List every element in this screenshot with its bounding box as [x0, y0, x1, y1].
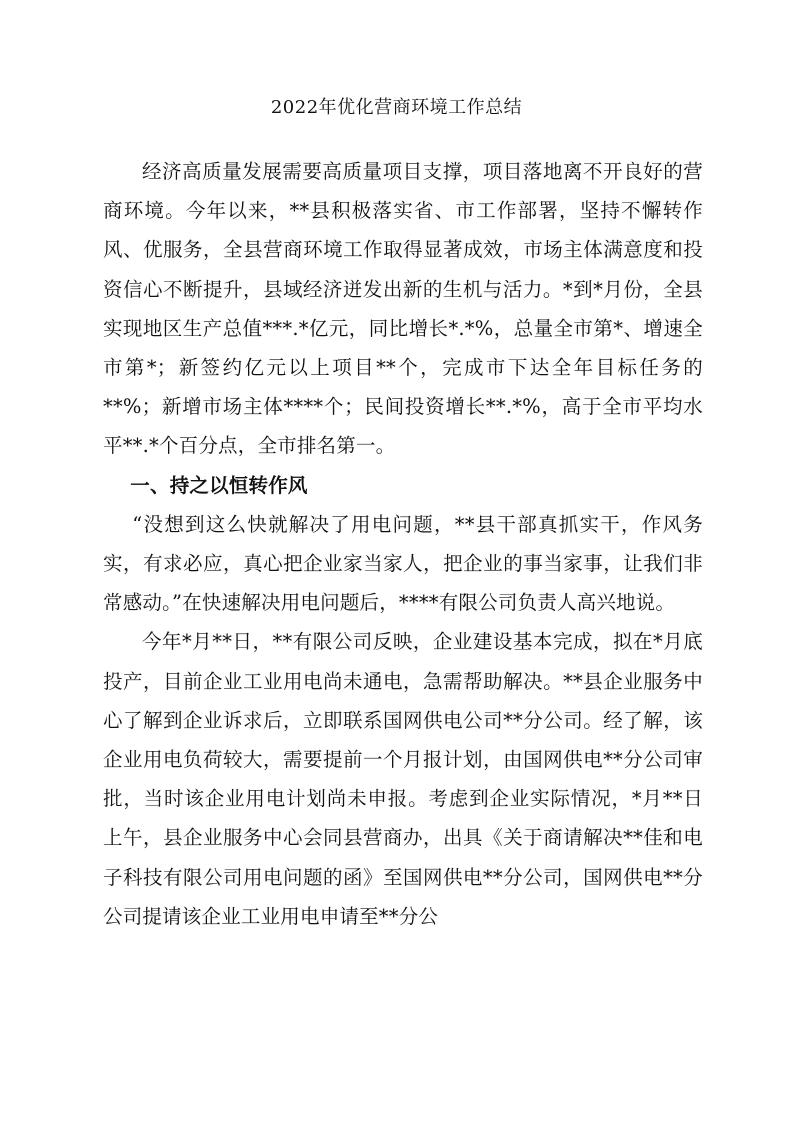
document-title: 2022年优化营商环境工作总结: [270, 97, 523, 118]
quote-paragraph: “没想到这么快就解决了用电问题，**县干部真抓实干，作风务实，有求必应，真心把企业家当家人，把企业的事当家事，让我们非常感动。”在快速解决用电问题后，****有限公司负责人高兴地说。: [103, 512, 703, 615]
document-body: [103, 152, 703, 936]
intro-paragraph: 经济高质量发展需要高质量项目支撑，项目落地离不开良好的营商环境。今年以来，**县积极落实省、市工作部署，坚持不懈转作风、优服务，全县营商环境工作取得显著成效，市场主体满意度和投资信心不断提升，县域经济迸发出新的生机与活力。*到*月份，全县实现地区生产总值***.*亿元，同比增长*.*%，总量全市第*、增速全市第*；新签约亿元以上项目**个，完成市下达全年目标任务的**%；新增市场主体****个；民间投资增长**.*%，高于全市平均水平**.*个百分点，全市排名第一。: [103, 160, 703, 458]
case-paragraph: 今年*月**日，**有限公司反映，企业建设基本完成，拟在*月底投产，目前企业工业用电尚未通电，急需帮助解决。**县企业服务中心了解到企业诉求后，立即联系国网供电公司**分公司。经了解，该企业用电负荷较大，需要提前一个月报计划，由国网供电**分公司审批，当时该企业用电计划尚未申报。考虑到企业实际情况，*月**日上午，县企业服务中心会同县营商办，出具《关于商请解决**佳和电子科技有限公司用电问题的函》至国网供电**分公司，国网供电**分公司提请该企业工业用电申请至**分公: [103, 630, 703, 928]
section-heading: 一、持之以恒转作风: [130, 473, 308, 497]
